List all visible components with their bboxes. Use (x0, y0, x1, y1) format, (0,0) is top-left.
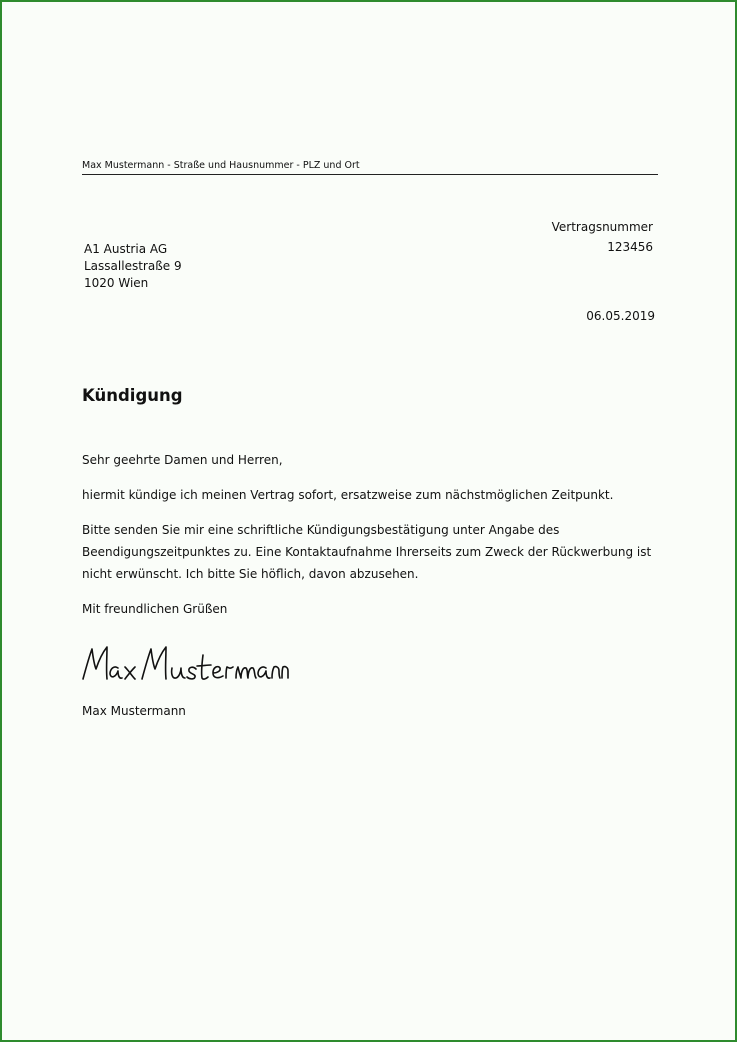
contract-number: 123456 (607, 240, 653, 254)
contract-label: Vertragsnummer (551, 220, 653, 234)
signer-name: Max Mustermann (82, 704, 186, 718)
recipient-name: A1 Austria AG (84, 242, 168, 256)
recipient-street: Lassallestraße 9 (84, 259, 182, 273)
salutation: Sehr geehrte Damen und Herren, (82, 453, 283, 467)
letter-subject: Kündigung (82, 386, 183, 405)
recipient-city: 1020 Wien (84, 276, 149, 290)
closing: Mit freundlichen Grüßen (82, 602, 228, 616)
recipient-address (84, 241, 182, 292)
handwritten-signature (80, 642, 290, 686)
body-paragraph-2: Bitte senden Sie mir eine schriftliche Kündigungsbestätigung unter Angabe des Beendigungszeitpunktes zu. Eine Kontaktaufnahme Ihrerseits zum Zweck der Rückwerbung ist nicht erwünscht. Ich bitte Sie höflich, davon abzusehen. (82, 523, 652, 581)
letter-date: 06.05.2019 (586, 309, 655, 323)
letter-body (82, 449, 662, 633)
sender-address-line: Max Mustermann - Straße und Hausnummer - PLZ und Ort (82, 160, 658, 175)
contract-info (552, 217, 653, 257)
body-paragraph-1: hiermit kündige ich meinen Vertrag sofort, ersatzweise zum nächstmöglichen Zeitpunkt. (82, 488, 614, 502)
